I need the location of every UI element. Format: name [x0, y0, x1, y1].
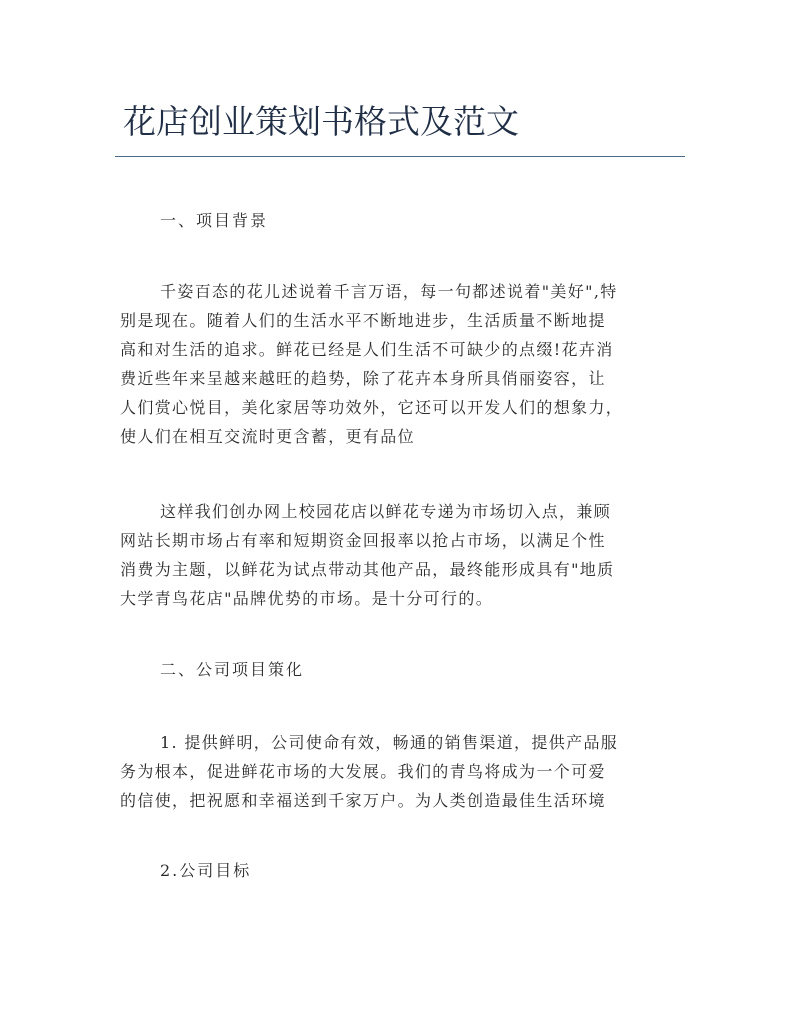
- text-line: 消费为主题，以鲜花为试点带动其他产品，最终能形成具有"地质: [120, 560, 615, 579]
- title-divider: [115, 156, 685, 157]
- text-line: 务为根本，促进鲜花市场的大发展。我们的青鸟将成为一个可爱: [120, 762, 606, 781]
- text-line: 大学青鸟花店"品牌优势的市场。是十分可行的。: [120, 589, 494, 608]
- section-heading-project-background: 一、项目背景: [160, 211, 269, 230]
- text-line: 1. 提供鲜明，公司使命有效，畅通的销售渠道，提供产品服: [160, 733, 619, 752]
- text-line: 费近些年来呈越来越旺的趋势，除了花卉本身所具俏丽姿容，让: [120, 369, 606, 388]
- paragraph-background-2: [120, 497, 684, 613]
- text-line: 千姿百态的花儿述说着千言万语，每一句都述说着"美好",特: [160, 282, 618, 301]
- text-line: 别是现在。随着人们的生活水平不断地进步，生活质量不断地提: [120, 311, 606, 330]
- text-line: 高和对生活的追求。鲜花已经是人们生活不可缺少的点缀!花卉消: [120, 340, 614, 359]
- section-heading-company-project-planning: 二、公司项目策化: [160, 660, 305, 679]
- text-line: 的信使，把祝愿和幸福送到千家万户。为人类创造最佳生活环境: [120, 791, 606, 810]
- text-line: 网站长期市场占有率和短期资金回报率以抢占市场，以满足个性: [120, 531, 606, 550]
- paragraph-background-1: [120, 277, 684, 451]
- text-line: 人们赏心悦目，美化家居等功效外，它还可以开发人们的想象力，: [120, 398, 624, 417]
- text-line: 这样我们创办网上校园花店以鲜花专递为市场切入点，兼顾: [160, 502, 612, 521]
- text-line: 使人们在相互交流时更含蓄，更有品位: [120, 427, 415, 446]
- section-heading-company-goals: 2.公司目标: [160, 861, 252, 880]
- document-title: 花店创业策划书格式及范文: [123, 102, 519, 141]
- paragraph-company-mission: [120, 728, 684, 815]
